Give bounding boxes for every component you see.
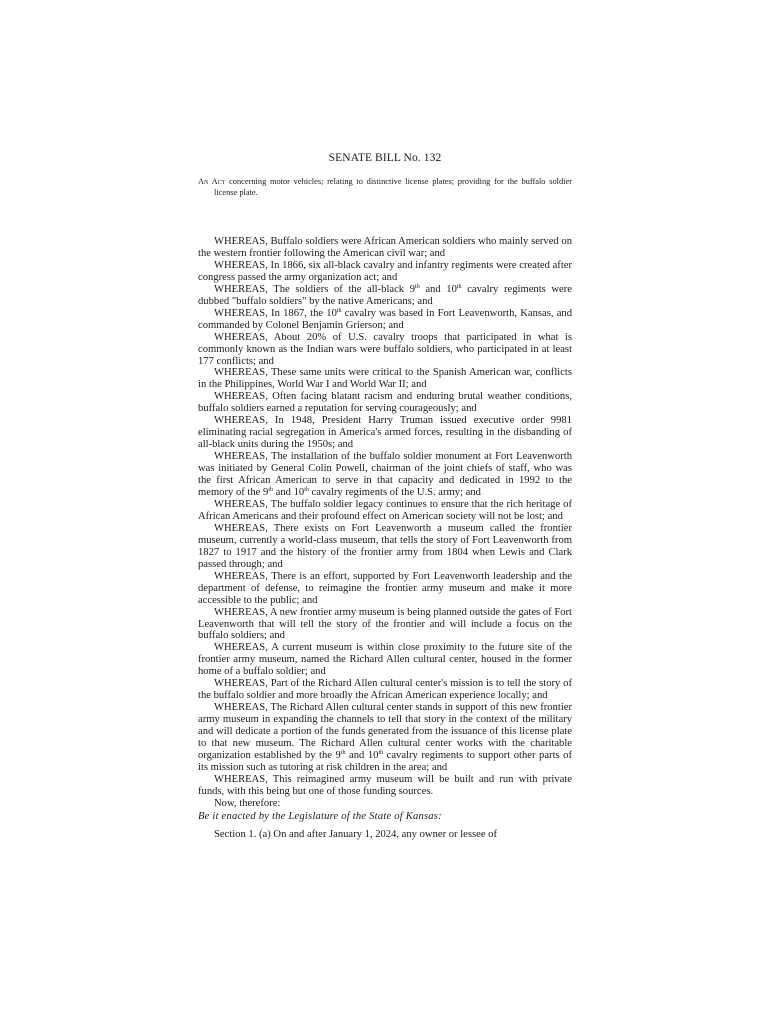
whereas-clause: [198, 367, 572, 391]
clause-text: WHEREAS, The Richard Allen cultural center stands in support of this new frontier army museum in expanding the channels to tell that story in the context of the military and will dedicate a portion of the funds generated from the issuance of this license plate to that new museum. The Richard Allen cultural center works with the charitable organization established by the 9: [198, 702, 572, 761]
whereas-clause: [198, 236, 572, 260]
whereas-clause: [198, 499, 572, 523]
clause-text: WHEREAS, These same units were critical to the Spanish American war, conflicts in the Philippines, World War I and World War II; and: [198, 367, 572, 391]
clause-text: WHEREAS, Part of the Richard Allen cultural center's mission is to tell the story of the buffalo soldier and more broadly the African American experience locally; and: [198, 678, 572, 702]
clause-text: cavalry regiments to support other parts of its mission such as tutoring at risk children in the area; and: [198, 749, 572, 773]
bill-body: [198, 236, 572, 841]
whereas-clause: [198, 451, 572, 499]
whereas-clauses: [198, 236, 572, 798]
now-therefore: Now, therefore:: [214, 797, 281, 809]
ordinal-suffix: th: [336, 307, 342, 314]
clause-text: and 10: [419, 283, 457, 295]
whereas-clause: [198, 415, 572, 451]
bill-title: SENATE BILL No. 132: [328, 152, 442, 164]
enacting-clause: Be it enacted by the Legislature of the State of Kansas:: [198, 810, 442, 822]
clause-text: WHEREAS, The installation of the buffalo soldier monument at Fort Leavenworth was initiated by General Colin Powell, chairman of the joint chiefs of staff, who was the first African American to serve in that capacity and dedicated in 1992 to the memory of the 9: [198, 451, 572, 499]
whereas-clause: [198, 391, 572, 415]
whereas-clause: [198, 260, 572, 284]
clause-text: WHEREAS, Often facing blatant racism and enduring brutal weather conditions, buffalo soldiers earned a reputation for serving courageously; and: [198, 391, 572, 415]
clause-text: WHEREAS, Buffalo soldiers were African American soldiers who mainly served on the western frontier following the American civil war; and: [198, 236, 572, 259]
section-1: Section 1. (a) On and after January 1, 2024, any owner or lessee of: [214, 828, 497, 840]
act-text: concerning motor vehicles; relating to distinctive license plates; providing for the buffalo soldier license plate.: [214, 177, 572, 197]
clause-text: WHEREAS, A current museum is within close proximity to the future site of the frontier army museum, named the Richard Allen cultural center, housed in the former home of a buffalo soldier; and: [198, 642, 572, 678]
clause-text: WHEREAS, The soldiers of the all-black 9: [214, 283, 416, 295]
whereas-clause: [198, 571, 572, 607]
clause-text: WHEREAS, In 1866, six all-black cavalry and infantry regiments were created after congress passed the army organization act; and: [198, 259, 572, 283]
whereas-clause: [198, 642, 572, 678]
clause-text: and 10: [345, 749, 379, 761]
clause-text: cavalry was based in Fort Leavenworth, Kansas, and commanded by Colonel Benjamin Grierson; and: [198, 307, 572, 331]
whereas-clause: [198, 284, 572, 308]
ordinal-suffix: th: [340, 749, 346, 756]
clause-text: WHEREAS, This reimagined army museum will be built and run with private funds, with this being but one of those funding sources.: [198, 773, 572, 797]
ordinal-suffix: th: [268, 487, 273, 494]
whereas-clause: [198, 607, 572, 643]
clause-text: WHEREAS, The buffalo soldier legacy continues to ensure that the rich heritage of African Americans and their profound effect on American society will not be lost; and: [198, 498, 572, 522]
whereas-clause: [198, 523, 572, 571]
ordinal-suffix: th: [415, 283, 420, 290]
clause-text: WHEREAS, There exists on Fort Leavenworth a museum called the frontier museum, currently a world-class museum, that tells the story of Fort Leavenworth from 1827 to 1917 and the history of the frontier army from 1804 when Lewis and Clark passed through; and: [198, 522, 572, 570]
ordinal-suffix: th: [304, 487, 309, 494]
ordinal-suffix: th: [456, 283, 462, 290]
act-description: [198, 177, 572, 198]
whereas-clause: [198, 774, 572, 798]
clause-text: WHEREAS, A new frontier army museum is being planned outside the gates of Fort Leavenworth that will tell the story of the frontier and will include a focus on the buffalo soldiers; and: [198, 606, 572, 642]
clause-text: and 10: [273, 487, 305, 499]
clause-text: cavalry regiments were dubbed "buffalo soldiers" by the native Americans; and: [198, 283, 572, 307]
clause-text: WHEREAS, In 1948, President Harry Truman issued executive order 9981 eliminating racial segregation in America's armed forces, resulting in the disbanding of all-black units during the 1950s; and: [198, 415, 572, 451]
act-prefix: An Act: [198, 177, 226, 186]
clause-text: WHEREAS, There is an effort, supported by Fort Leavenworth leadership and the department of defense, to reimagine the frontier army museum and make it more accessible to the public; and: [198, 570, 572, 606]
clause-text: cavalry regiments of the U.S. army; and: [308, 487, 481, 499]
ordinal-suffix: th: [378, 749, 384, 756]
whereas-clause: [198, 308, 572, 332]
clause-text: WHEREAS, About 20% of U.S. cavalry troops that participated in what is commonly known as the Indian wars were buffalo soldiers, who participated in at least 177 conflicts; and: [198, 331, 572, 367]
whereas-clause: [198, 702, 572, 774]
whereas-clause: [198, 678, 572, 702]
whereas-clause: [198, 332, 572, 368]
clause-text: WHEREAS, In 1867, the 10: [214, 307, 337, 319]
